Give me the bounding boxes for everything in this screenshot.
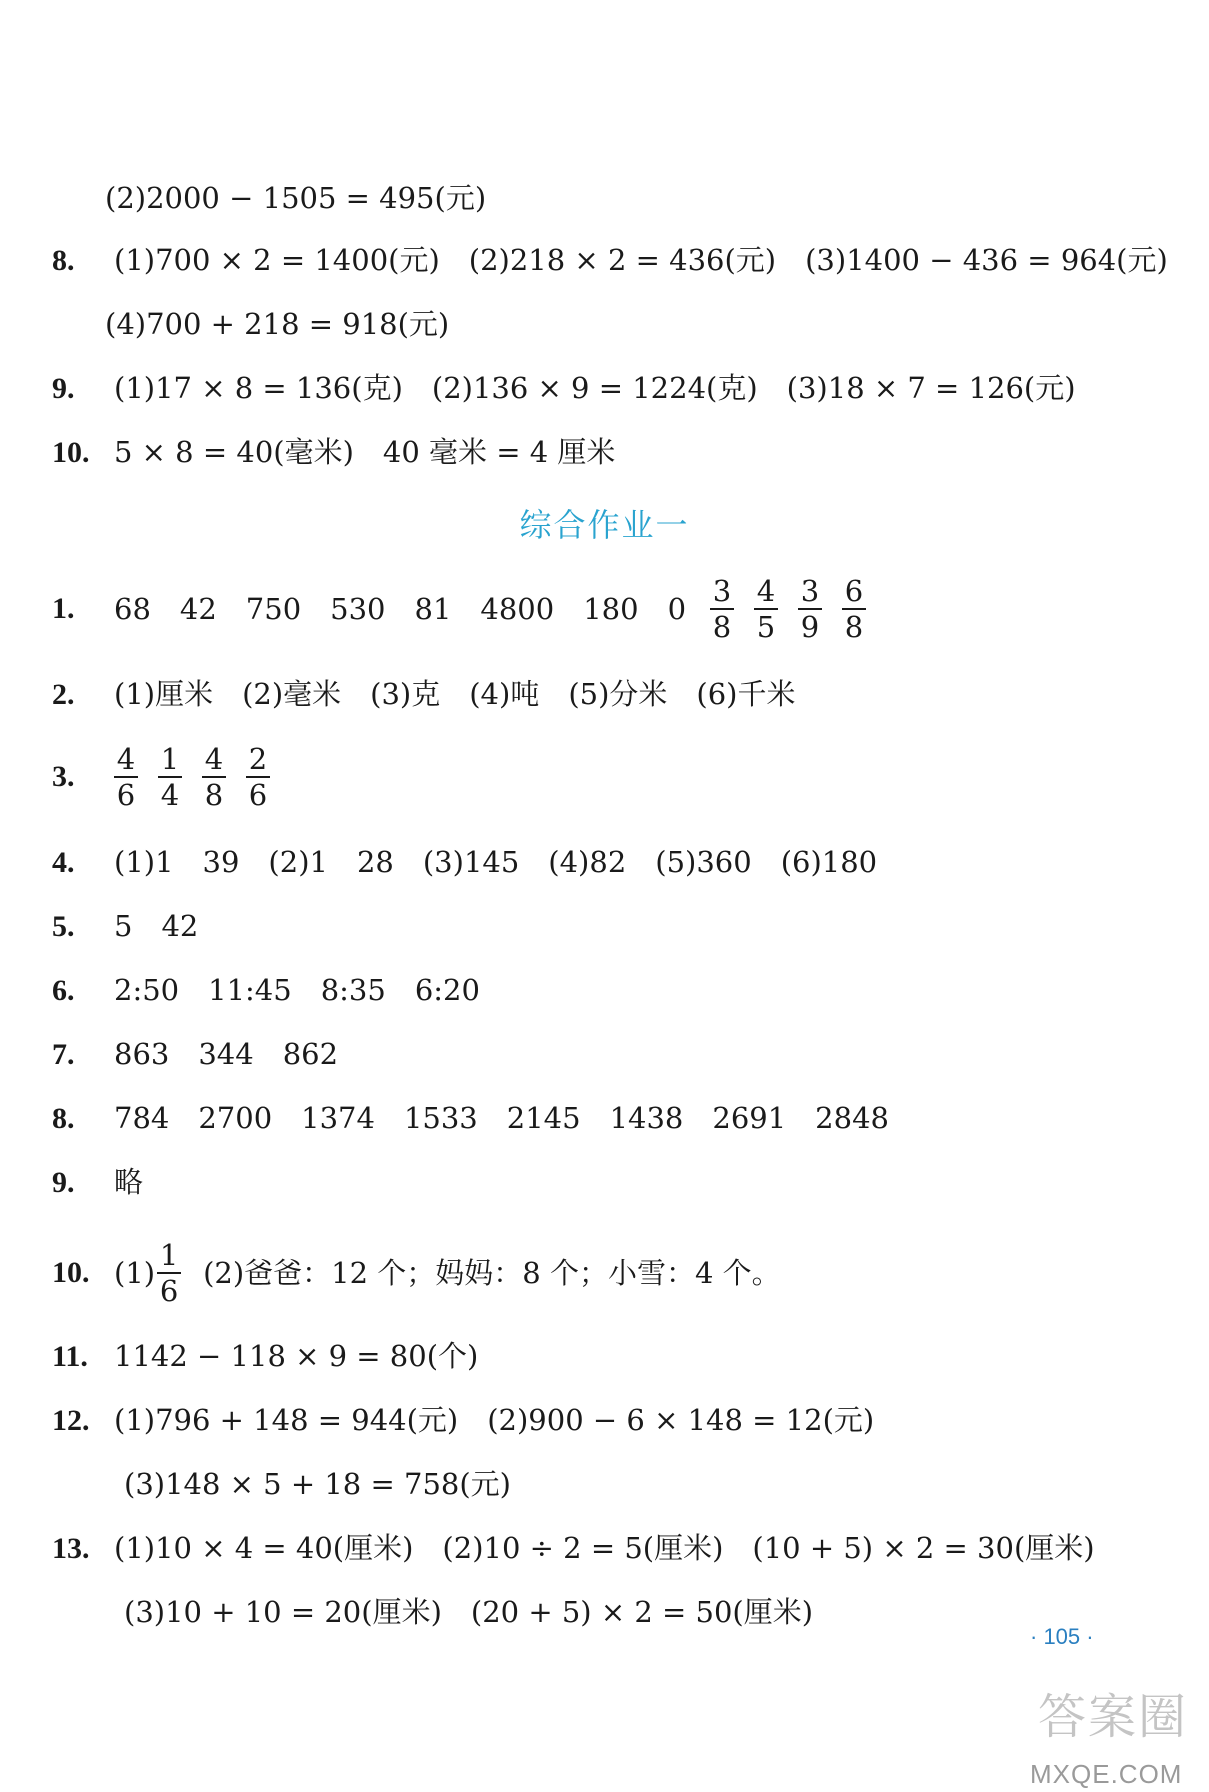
question-number: 10. xyxy=(52,436,90,469)
answer-text: (4)700 + 218 = 918(元) xyxy=(105,307,450,341)
question-number: 13. xyxy=(52,1532,90,1565)
answer-line-q7 xyxy=(52,1036,338,1073)
answer-line xyxy=(105,180,486,216)
fraction: $\frac{1}{4}$ xyxy=(158,744,182,810)
answer-text: 68 42 750 530 81 4800 180 0 xyxy=(114,592,687,626)
watermark-url: MXQE.COM xyxy=(1030,1759,1183,1789)
fraction: $\frac{4}{5}$ xyxy=(754,576,778,642)
question-number: 5. xyxy=(52,910,75,943)
question-number: 4. xyxy=(52,846,75,879)
answer-line-q2 xyxy=(52,676,795,713)
answer-line-q3 xyxy=(52,742,280,812)
answer-text: (1)1 39 (2)1 28 (3)145 (4)82 (5)360 (6)180 xyxy=(114,845,878,879)
answer-text: (3)148 × 5 + 18 = 758(元) xyxy=(124,1467,511,1501)
answer-text: (2)2000 − 1505 = 495(元) xyxy=(105,181,487,215)
answer-line-q10 xyxy=(52,1238,781,1308)
answer-text: (1) xyxy=(114,1256,156,1290)
answer-text: (1)厘米 (2)毫米 (3)克 (4)吨 (5)分米 (6)千米 xyxy=(114,677,796,711)
answer-line xyxy=(105,306,449,342)
answer-text: 5 × 8 = 40(毫米) 40 毫米 = 4 厘米 xyxy=(114,435,616,469)
question-number: 9. xyxy=(52,1166,75,1199)
answer-line-q9 xyxy=(52,1164,143,1201)
answer-line-q8 xyxy=(52,1100,889,1137)
answer-line-q1 xyxy=(52,574,876,644)
answer-text: (1)700 × 2 = 1400(元) (2)218 × 2 = 436(元) (3)1400 − 436 = 964(元) xyxy=(114,243,1168,277)
answer-line-q12-cont xyxy=(124,1466,511,1502)
answer-text: (1)796 + 148 = 944(元) (2)900 − 6 × 148 = 12(元) xyxy=(114,1403,875,1437)
fraction: $\frac{1}{6}$ xyxy=(157,1240,181,1306)
answer-line-q4 xyxy=(52,844,877,881)
answer-line-q6 xyxy=(52,972,480,1009)
answer-text: (2)爸爸：12 个；妈妈：8 个；小雪：4 个。 xyxy=(203,1256,781,1290)
watermark-logo: 答案圈 xyxy=(1038,1689,1189,1745)
question-number: 10. xyxy=(52,1256,90,1289)
fraction: $\frac{2}{6}$ xyxy=(246,744,270,810)
section-title: 综合作业一 xyxy=(519,506,690,544)
answer-text: (3)10 + 10 = 20(厘米) (20 + 5) × 2 = 50(厘米) xyxy=(124,1595,814,1629)
page-number: · 105 · xyxy=(1030,1624,1094,1649)
fraction: $\frac{3}{8}$ xyxy=(710,576,734,642)
answer-line-q11 xyxy=(52,1338,478,1375)
question-number: 8. xyxy=(52,244,75,277)
answer-text: 略 xyxy=(114,1165,144,1199)
question-number: 2. xyxy=(52,678,75,711)
answer-line-q5 xyxy=(52,908,198,945)
answer-line xyxy=(52,434,615,471)
answer-text: 784 2700 1374 1533 2145 1438 2691 2848 xyxy=(114,1101,889,1135)
question-number: 9. xyxy=(52,372,75,405)
question-number: 6. xyxy=(52,974,75,1007)
fraction: $\frac{4}{8}$ xyxy=(202,744,226,810)
question-number: 7. xyxy=(52,1038,75,1071)
answer-line xyxy=(52,370,1076,407)
answer-text: (1)10 × 4 = 40(厘米) (2)10 ÷ 2 = 5(厘米) (10 + 5) × 2 = 30(厘米) xyxy=(114,1531,1095,1565)
answer-text: 1142 − 118 × 9 = 80(个) xyxy=(114,1339,479,1373)
answer-line-q13 xyxy=(52,1530,1095,1567)
fraction: $\frac{3}{9}$ xyxy=(798,576,822,642)
answer-text: 5 42 xyxy=(114,909,199,943)
question-number: 3. xyxy=(52,760,75,793)
question-number: 12. xyxy=(52,1404,90,1437)
answer-text: (1)17 × 8 = 136(克) (2)136 × 9 = 1224(克) (3)18 × 7 = 126(元) xyxy=(114,371,1076,405)
watermark xyxy=(1030,1670,1200,1790)
answer-line xyxy=(52,242,1168,279)
answer-line-q13-cont xyxy=(124,1594,813,1630)
answer-line-q12 xyxy=(52,1402,874,1439)
fraction: $\frac{6}{8}$ xyxy=(842,576,866,642)
answer-text: 863 344 862 xyxy=(114,1037,339,1071)
answer-text: 2:50 11:45 8:35 6:20 xyxy=(114,973,480,1007)
question-number: 1. xyxy=(52,592,75,625)
question-number: 8. xyxy=(52,1102,75,1135)
fraction: $\frac{4}{6}$ xyxy=(114,744,138,810)
question-number: 11. xyxy=(52,1340,88,1373)
